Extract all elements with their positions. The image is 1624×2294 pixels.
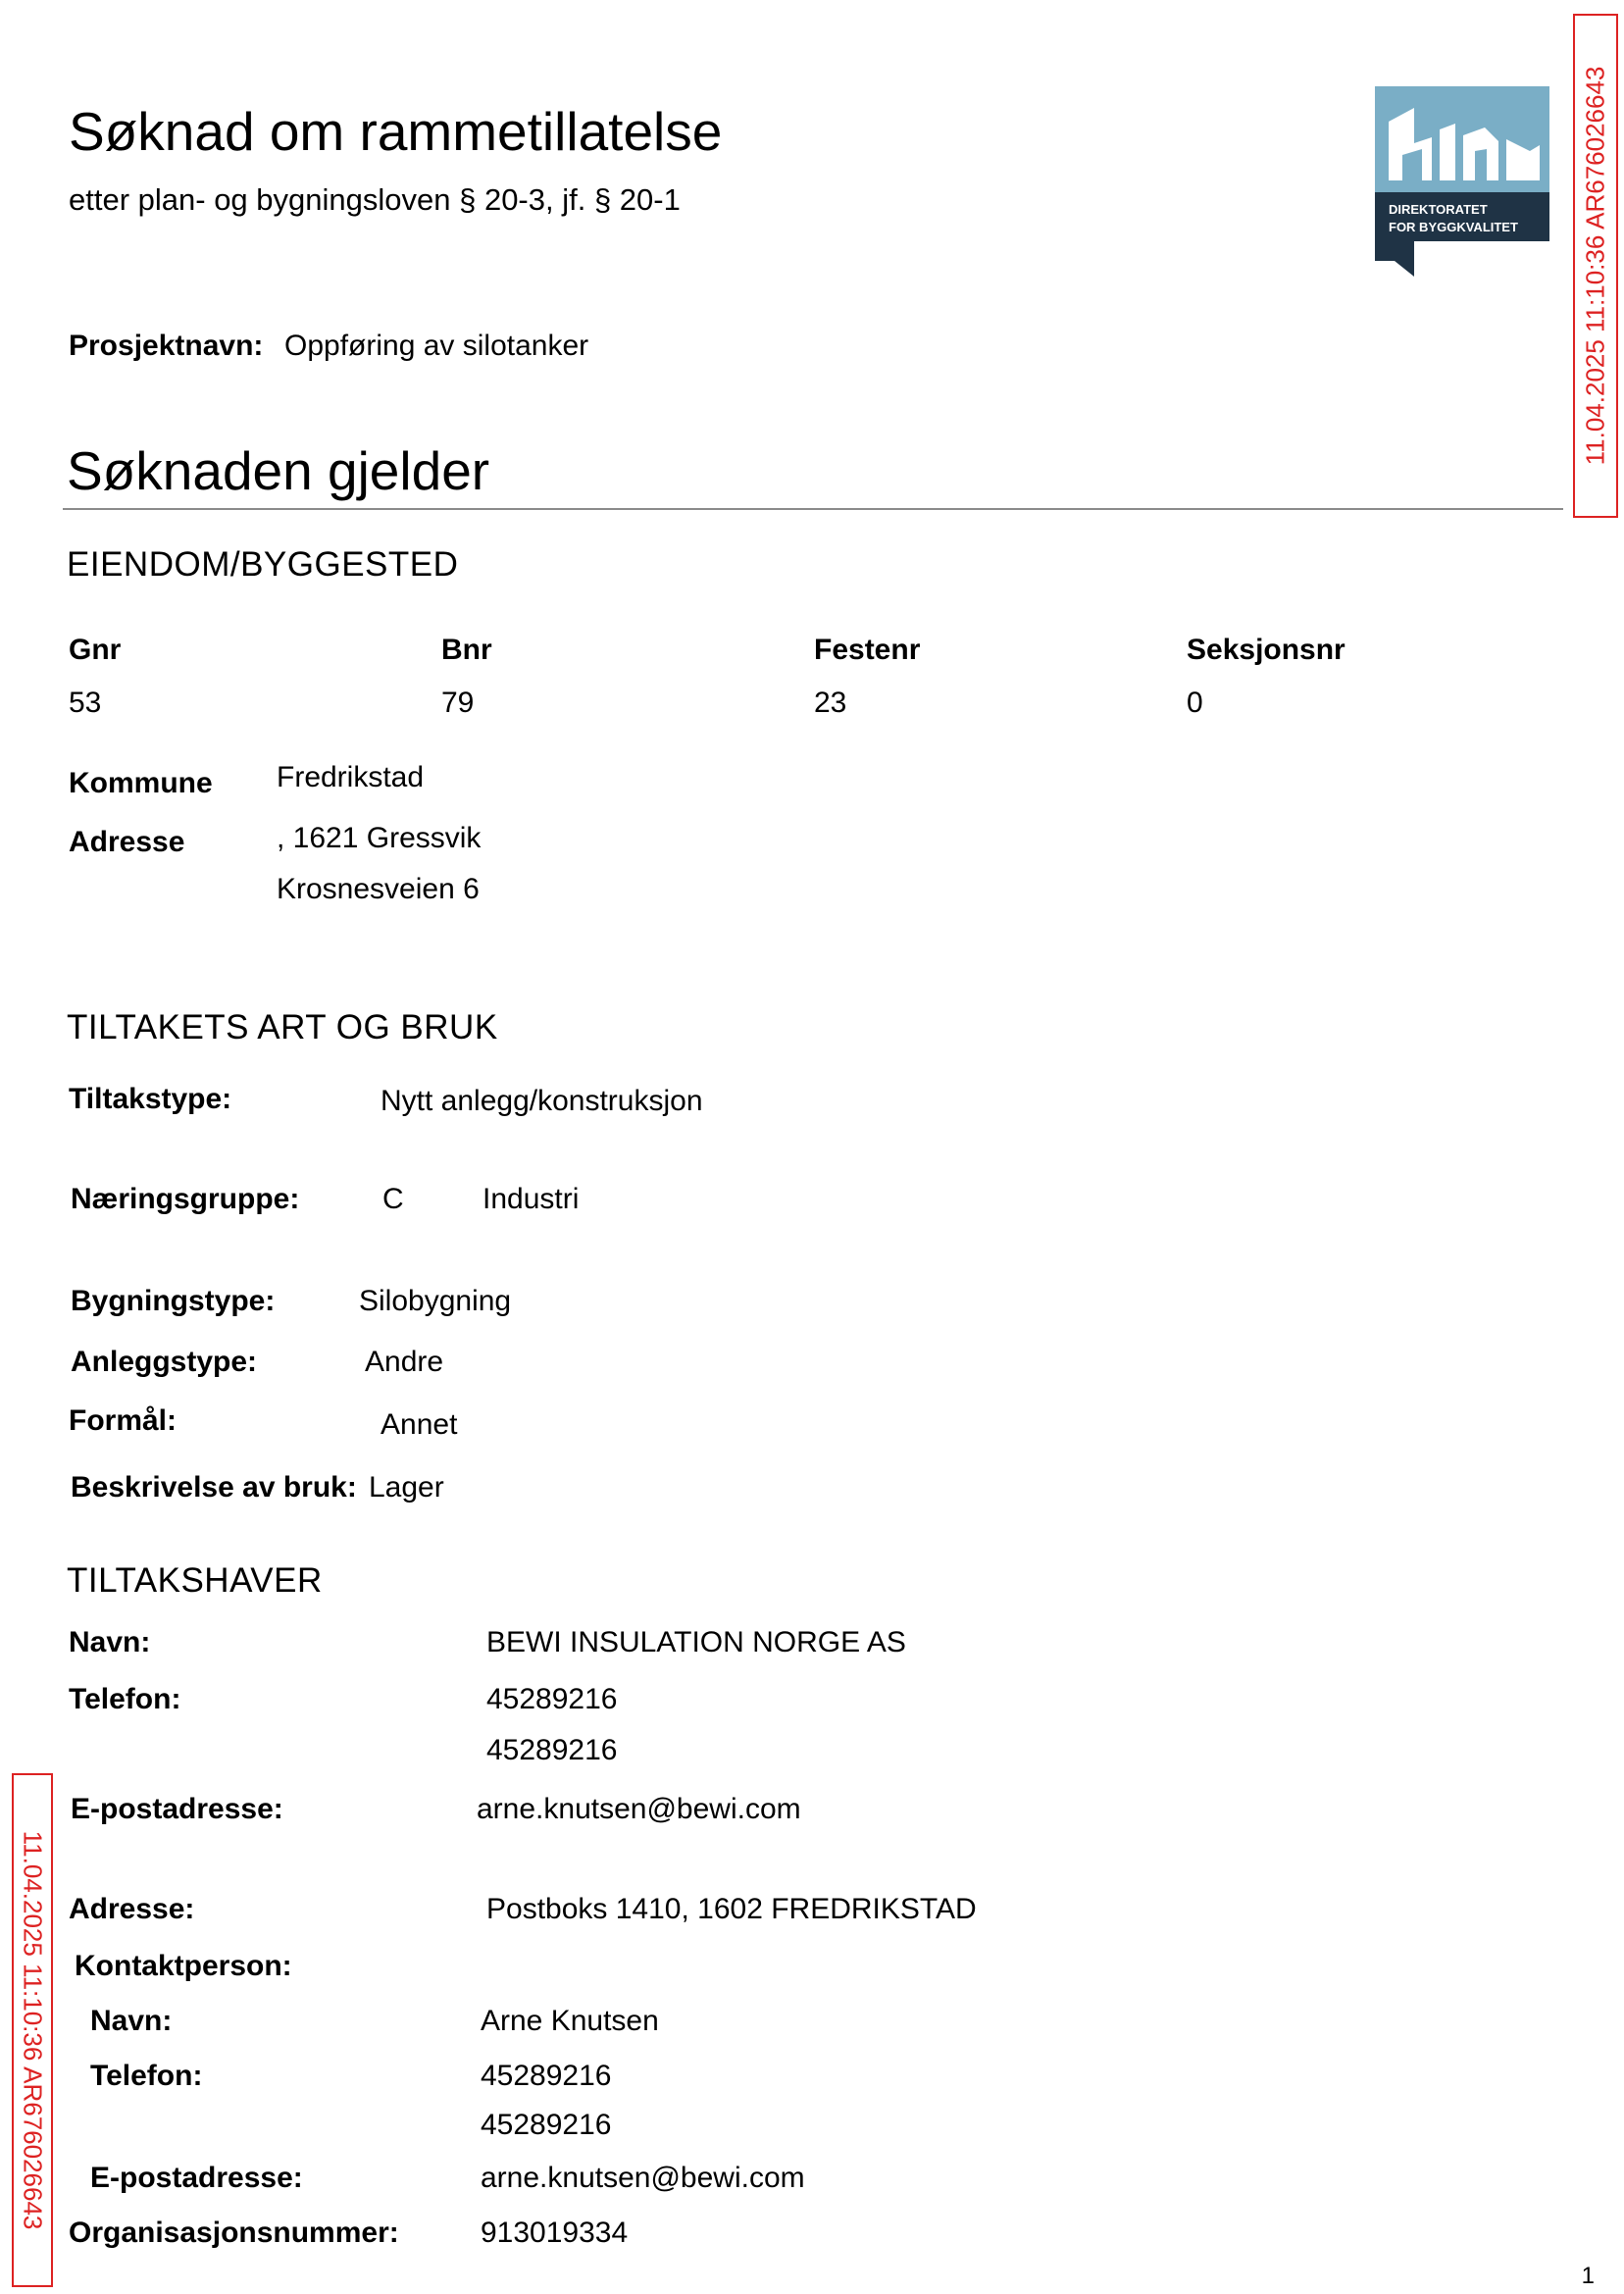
epost-label: E-postadresse: [71, 1793, 283, 1825]
telefon-value-2: 45289216 [486, 1734, 618, 1766]
page-number: 1 [1581, 2263, 1595, 2289]
section-heading: Søknaden gjelder [67, 440, 490, 501]
adresse-label: Adresse [69, 826, 185, 858]
dibk-logo-icon [1375, 86, 1549, 277]
kontakt-navn-label: Navn: [90, 2005, 173, 2037]
stamp-text: 11.04.2025 11:10:36 AR676026643 [18, 1830, 48, 2230]
th-adresse-value: Postboks 1410, 1602 FREDRIKSTAD [486, 1893, 977, 1925]
project-label: Prosjektnavn: [69, 330, 264, 362]
orgnr-label: Organisasjonsnummer: [69, 2217, 399, 2249]
festenr-value: 23 [814, 687, 847, 719]
stamp-text: 11.04.2025 11:10:36 AR676026643 [1580, 66, 1610, 466]
logo-line2: FOR BYGGKVALITET [1389, 220, 1518, 234]
navn-label: Navn: [69, 1626, 151, 1658]
orgnr-value: 913019334 [481, 2217, 629, 2249]
epost-value: arne.knutsen@bewi.com [477, 1793, 801, 1825]
kommune-label: Kommune [69, 767, 213, 799]
bnr-value: 79 [441, 687, 475, 719]
gnr-label: Gnr [69, 634, 122, 666]
bygningstype-label: Bygningstype: [71, 1285, 276, 1317]
bygningstype-value: Silobygning [359, 1285, 512, 1317]
kontakt-epost-label: E-postadresse: [90, 2162, 303, 2194]
logo-line1: DIREKTORATET [1389, 202, 1488, 217]
kommune-value: Fredrikstad [277, 761, 425, 793]
beskrivelse-value: Lager [369, 1471, 444, 1504]
anleggstype-label: Anleggstype: [71, 1346, 258, 1378]
kontakt-telefon-label: Telefon: [90, 2060, 203, 2092]
tiltak-heading: TILTAKETS ART OG BRUK [67, 1008, 498, 1046]
beskrivelse-label: Beskrivelse av bruk: [71, 1471, 357, 1504]
seksjonsnr-value: 0 [1187, 687, 1203, 719]
bnr-label: Bnr [441, 634, 492, 666]
kontakt-telefon-value-2: 45289216 [481, 2109, 612, 2141]
festenr-label: Festenr [814, 634, 921, 666]
adresse-line1: , 1621 Gressvik [277, 822, 482, 854]
dibk-logo [1375, 86, 1549, 277]
gnr-value: 53 [69, 687, 102, 719]
formal-value: Annet [381, 1408, 458, 1441]
tiltakstype-label: Tiltakstype: [69, 1083, 232, 1115]
tiltakstype-value: Nytt anlegg/konstruksjon [381, 1085, 703, 1117]
adresse-line2: Krosnesveien 6 [277, 873, 480, 905]
tiltakshaver-heading: TILTAKSHAVER [67, 1561, 323, 1600]
eiendom-heading: EIENDOM/BYGGESTED [67, 545, 459, 584]
kontakt-telefon-value-1: 45289216 [481, 2060, 612, 2092]
seksjonsnr-label: Seksjonsnr [1187, 634, 1345, 666]
kontakt-navn-value: Arne Knutsen [481, 2005, 659, 2037]
navn-value: BEWI INSULATION NORGE AS [486, 1626, 906, 1658]
project-name: Oppføring av silotanker [284, 330, 589, 362]
telefon-value-1: 45289216 [486, 1683, 618, 1715]
timestamp-stamp-top [1573, 14, 1618, 518]
th-adresse-label: Adresse: [69, 1893, 195, 1925]
formal-label: Formål: [69, 1404, 178, 1437]
section-divider [63, 508, 1563, 510]
telefon-label: Telefon: [69, 1683, 181, 1715]
timestamp-stamp-left [12, 1773, 53, 2287]
naeringsgruppe-value: Industri [482, 1183, 580, 1215]
naeringsgruppe-label: Næringsgruppe: [71, 1183, 300, 1215]
kontakt-epost-value: arne.knutsen@bewi.com [481, 2162, 805, 2194]
document-title: Søknad om rammetillatelse [69, 101, 723, 162]
document-subtitle: etter plan- og bygningsloven § 20-3, jf. § 20-1 [69, 182, 681, 217]
anleggstype-value: Andre [365, 1346, 444, 1378]
naeringsgruppe-code: C [382, 1183, 404, 1215]
kontaktperson-label: Kontaktperson: [75, 1950, 292, 1982]
